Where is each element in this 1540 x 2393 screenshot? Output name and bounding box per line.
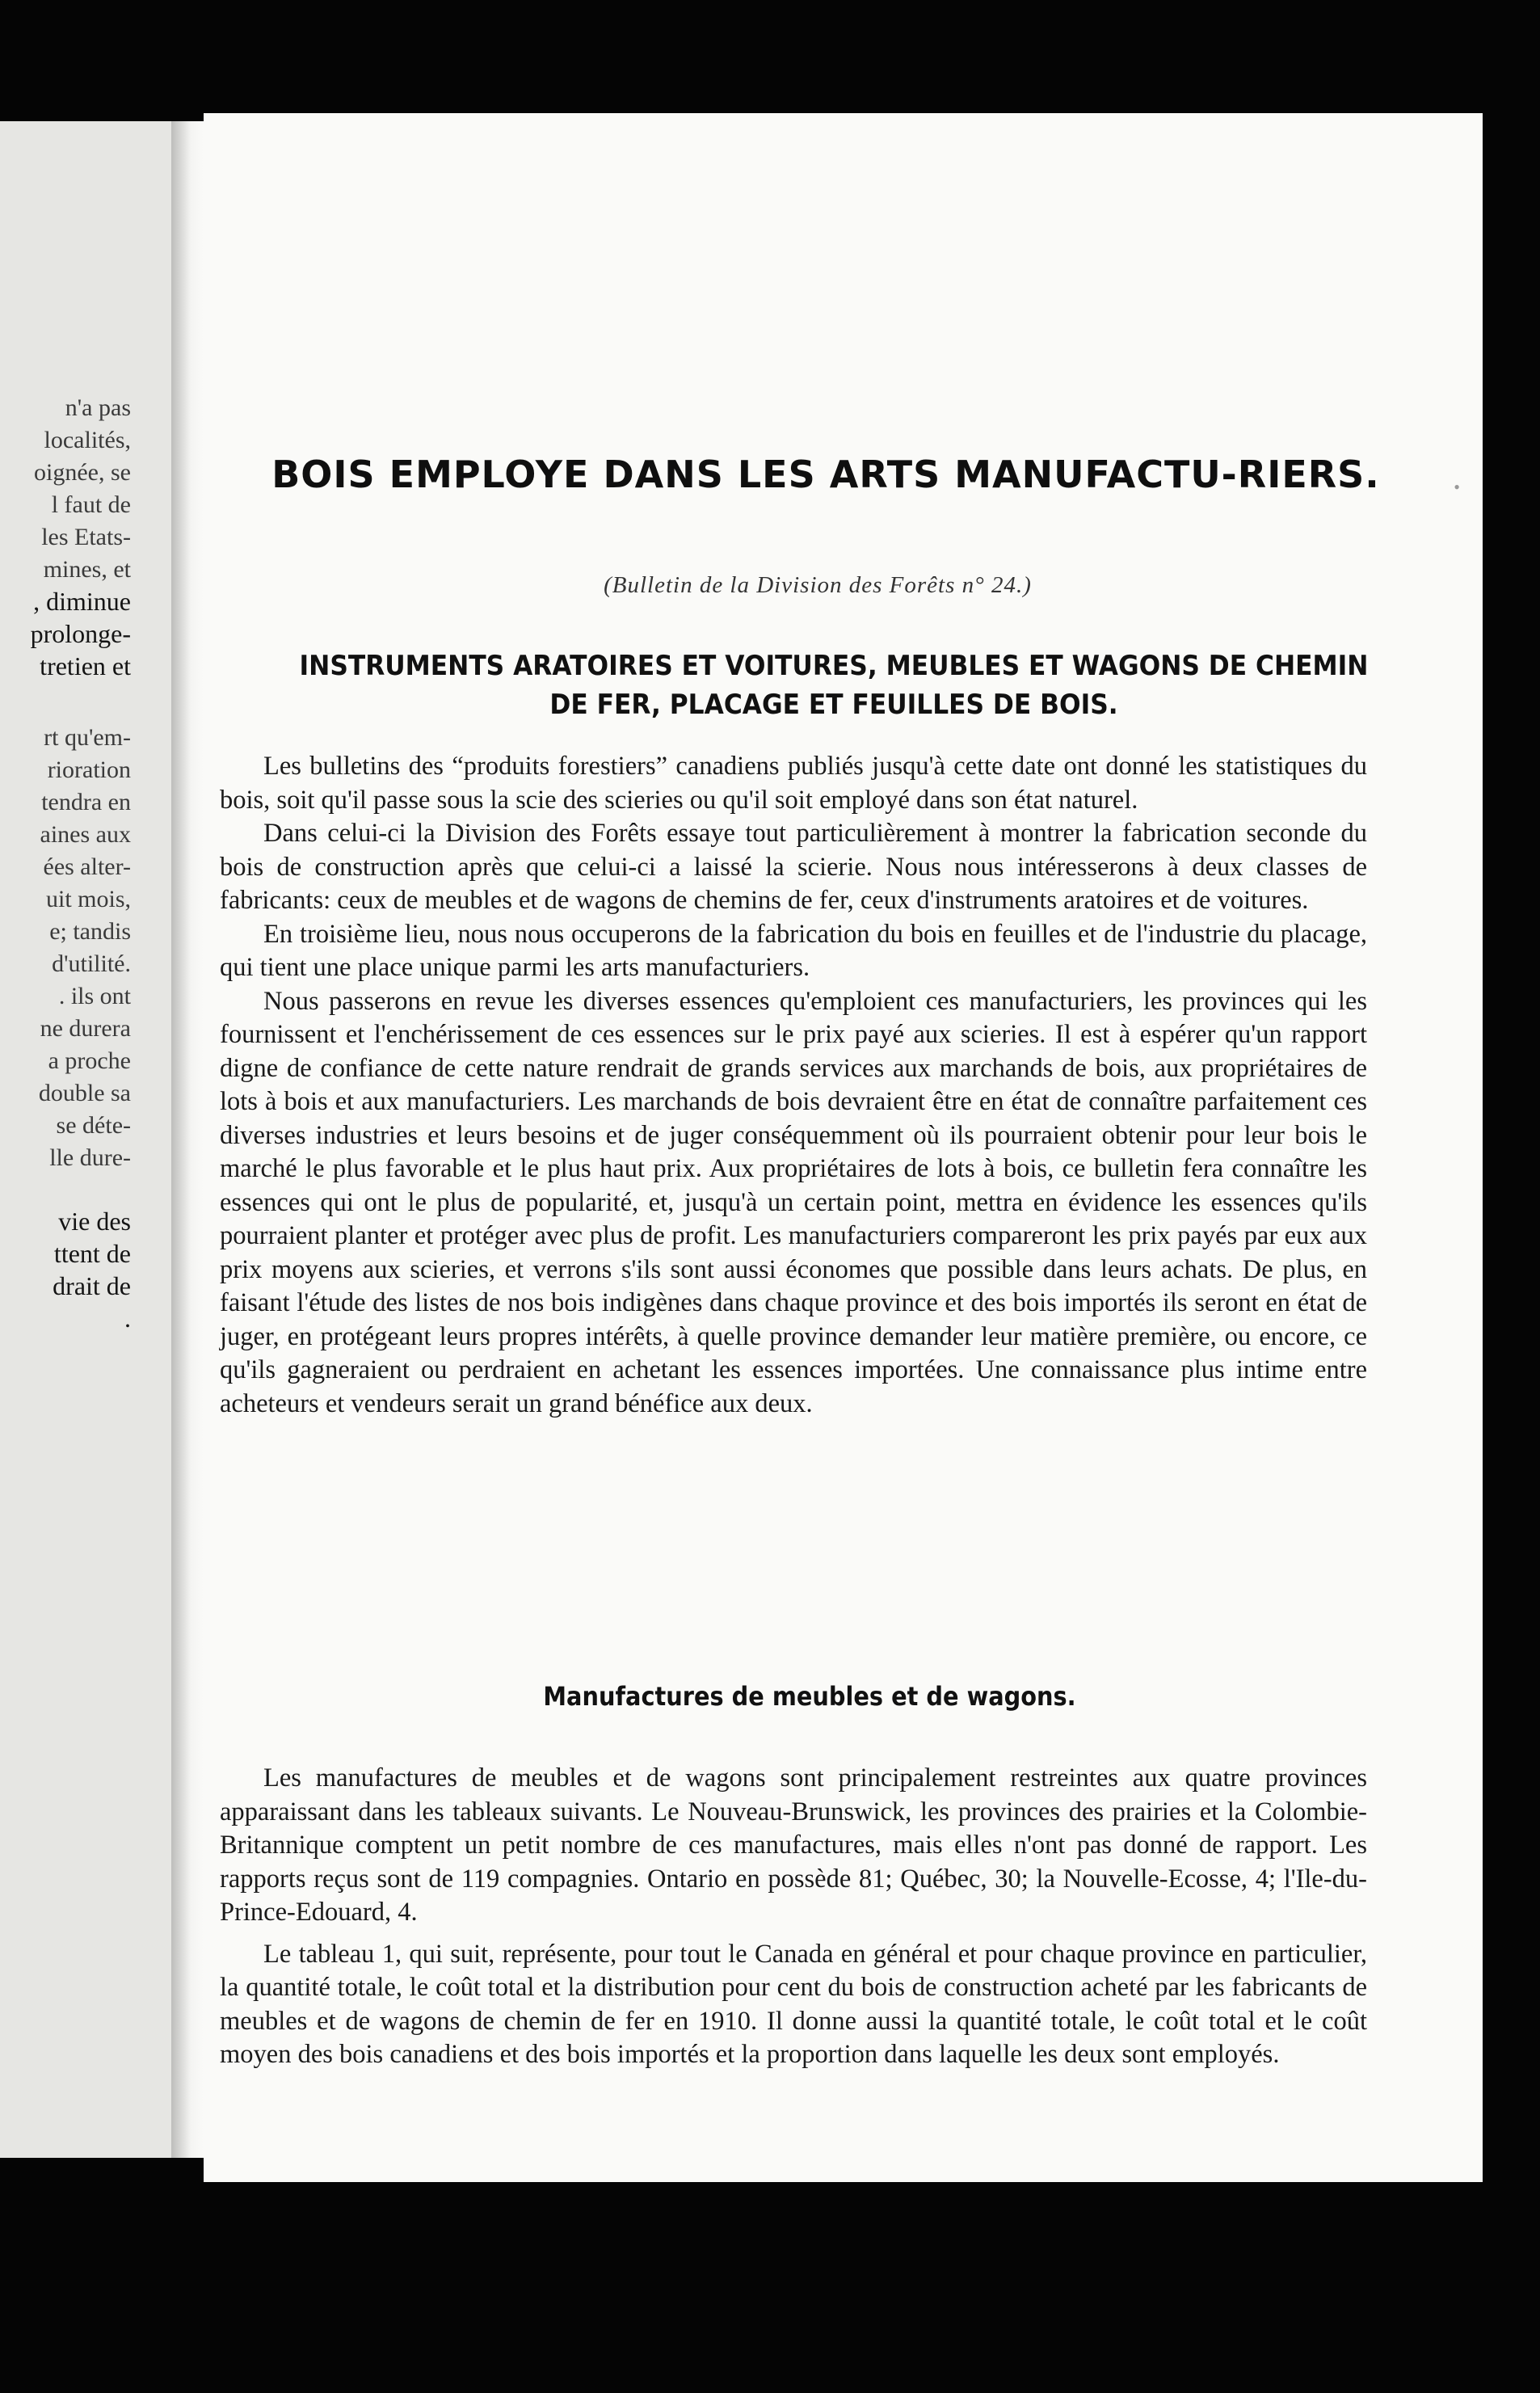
left-text-fragment: lle dure- [49,1144,131,1171]
left-text-fragment: l faut de [51,491,131,518]
left-text-fragment: tretien et [40,651,131,680]
left-text-fragment: ttent de [53,1239,131,1268]
left-text-fragment: tendra en [41,789,131,815]
left-text-fragment: mines, et [43,556,131,583]
left-text-fragment: n'a pas [65,394,131,421]
paragraph: Nous passerons en revue les diverses essences qu'emploient ces manufacturiers, les provinces qui les fournissent et l'enchérissement de ces essences sur le prix payé aux scieries. Il est à espérer qu'un rapport digne de confiance de cette nature rendrait de grands services aux marchands de bois, aux propriétaires de lots à bois et aux manufacturiers. Les marchands de bois devraient être en état de connaître parfaitement ces diverses industries et leurs besoins et de juger conséquemment où ils pourraient obtenir pour leur bois le marché le plus favorable et le plus haut prix. Aux propriétaires de lots à bois, ce bulletin fera connaître les essences qui ont le plus de popularité, et, jusqu'à un certain point, mettra en évidence les essences qu'ils pourraient planter et protéger avec plus de profit. Les manufacturiers compareront les prix payés par eux aux prix moyens aux scieries, et verrons s'ils sont aussi économes que possible dans leurs achats. De plus, en faisant l'étude des listes de nos bois indigènes dans chaque province et des bois importés ils seront en état de juger, en protégeant leurs propres intérêts, à quelle province demander leur matière première, ou encore, ce qu'ils gagneraient ou perdraient en achetant les essences importées. Une connaissance plus intime entre acheteurs et vendeurs serait un grand bénéfice aux deux. [220,986,1367,1418]
page-speck: • [1454,477,1460,497]
left-text-fragment: d'utilité. [52,950,131,977]
left-text-fragment: prolonge- [30,619,131,648]
subheading: Manufactures de meubles et de wagons. [543,1681,1076,1712]
document-page [204,113,1483,2182]
left-text-fragment: rioration [47,756,131,783]
page-content [204,113,1483,2182]
document-title: BOIS EMPLOYE DANS LES ARTS MANUFACTU-RIERS. [271,453,1380,496]
section-text [220,1762,1367,2072]
left-text-fragment: rt qu'em- [44,724,131,751]
paragraph: Les bulletins des “produits forestiers” canadiens publiés jusqu'à cette date ont donné les statistiques du bois, soit qu'il passe sous la scie des scieries ou qu'il soit employé dans son état naturel. [220,752,1367,815]
left-text-fragment: . [124,1304,131,1333]
left-text-fragment: oignée, se [34,459,131,486]
paragraph: En troisième lieu, nous nous occuperons de la fabrication du bois en feuilles et de l'industrie du placage, qui tient une place unique parmi les arts manufacturiers. [220,919,1367,982]
left-text-fragment: aines aux [40,821,131,848]
left-text-fragment: uit mois, [45,886,131,912]
left-text-fragment: ne durera [40,1015,131,1042]
left-text-fragment: localités, [44,427,131,453]
book-gutter [171,121,204,2158]
left-text-fragment: drait de [53,1271,131,1300]
left-text-fragment: double sa [38,1080,131,1106]
left-text-fragment: . ils ont [58,983,131,1009]
left-text-fragment: les Etats- [41,524,131,550]
paragraph: Dans celui-ci la Division des Forêts essaye tout particulièrement à montrer la fabrication seconde du bois de construction après que celui-ci a laissé la scierie. Nous nous intéresserons à deux classes de fabricants: ceux de meubles et de wagons de chemins de fer, ceux d'instruments aratoires et de voitures. [220,819,1367,915]
bulletin-reference: (Bulletin de la Division des Forêts n° 24.) [604,572,1032,598]
left-text-fragment: se déte- [56,1112,131,1139]
left-text-fragment: ées alter- [43,853,131,880]
paragraph: Les manufactures de meubles et de wagons sont principalement restreintes aux quatre provinces apparaissant dans les tableaux suivants. Le Nouveau-Brunswick, les provinces des prairies et la Colombie-Britannique comptent un petit nombre de ces manufactures, mais elles n'ont pas donné de rapport. Les rapports reçus sont de 119 compagnies. Ontario en possède 81; Québec, 30; la Nouvelle-Ecosse, 4; l'Ile-du-Prince-Edouard, 4. [220,1763,1367,1927]
left-text-fragment: vie des [58,1207,131,1236]
left-text-fragment: e; tandis [49,918,131,945]
intro-text [220,750,1367,1421]
left-page-fragment [0,121,171,2158]
left-text-fragment: a proche [48,1047,131,1074]
left-text-fragment: , diminue [33,587,131,616]
paragraph: Le tableau 1, qui suit, représente, pour tout le Canada en général et pour chaque province en particulier, la quantité totale, le coût total et la distribution pour cent du bois de construction acheté par les fabricants de meubles et de wagons de chemin de fer en 1910. Il donne aussi la quantité totale, le coût total et le coût moyen des bois canadiens et des bois importés et la proportion dans laquelle les deux sont employés. [220,1939,1367,2069]
section-title: INSTRUMENTS ARATOIRES ET VOITURES, MEUBLES ET WAGONS DE CHEMIN DE FER, PLACAGE ET FEUILLES DE BOIS. [299,650,1369,721]
